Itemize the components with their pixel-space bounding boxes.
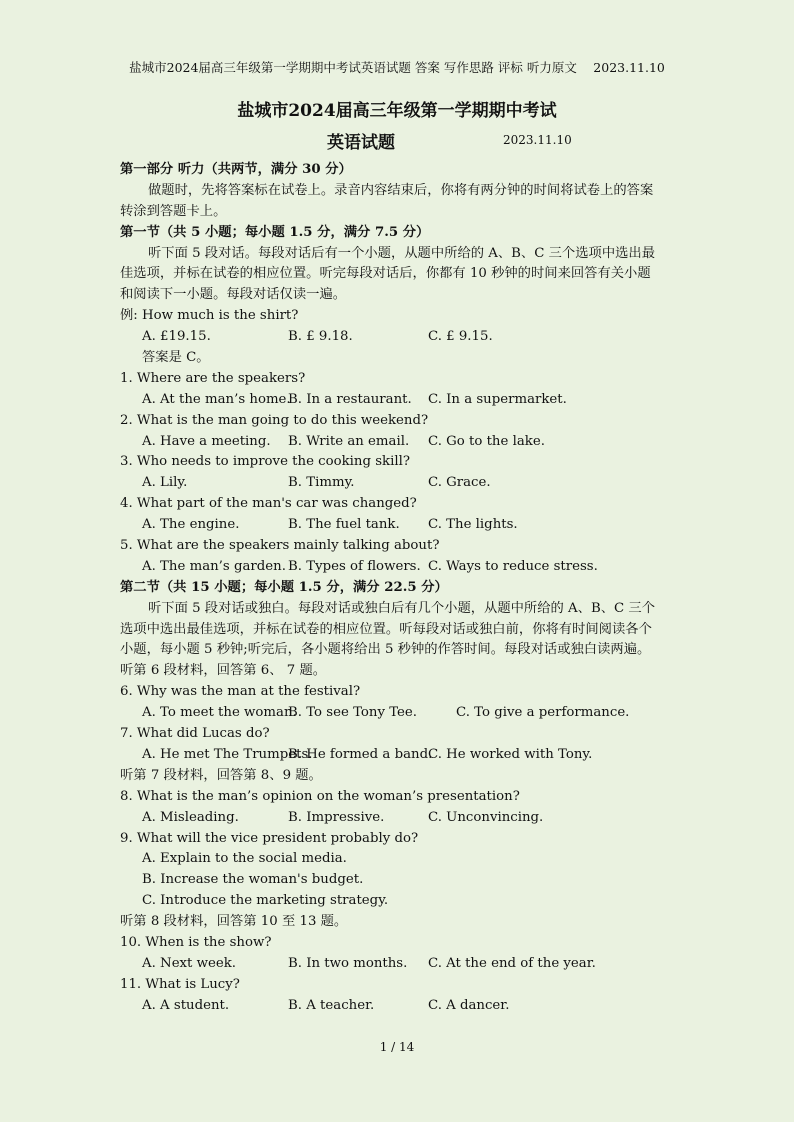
option-b: B. £ 9.18. — [288, 329, 353, 345]
section1-instruction-line: 听下面 5 段对话。每段对话后有一个小题，从题中所给的 A、B、C 三个选项中选出最 — [148, 245, 656, 261]
question-4-options — [120, 515, 680, 536]
option-c: C. To give a performance. — [456, 705, 630, 721]
question-6-options — [120, 703, 680, 724]
page-header: 盐城市2024届高三年级第一学期期中考试英语试题 答案 写作思路 评标 听力原文 2023.11.10 — [129, 60, 665, 75]
exam-content — [120, 160, 680, 1017]
material-note: 听第 8 段材料，回答第 10 至 13 题。 — [120, 914, 348, 930]
question-8-options — [120, 808, 680, 829]
option-c: C. The lights. — [428, 517, 518, 533]
section2-instruction-line: 小题，每小题 5 秒钟;听完后，各小题将给出 5 秒钟的作答时间。每段对话或独白读两遍。 — [120, 642, 651, 658]
option-b: B. Impressive. — [288, 809, 385, 825]
question-5: 5. What are the speakers mainly talking about? — [120, 538, 440, 554]
question-6: 6. Why was the man at the festival? — [120, 684, 361, 700]
page-subtitle: 英语试题 — [327, 133, 395, 153]
question-11: 11. What is Lucy? — [120, 976, 240, 992]
option-c: C. Introduce the marketing strategy. — [142, 893, 389, 909]
option-a: A. The man’s garden. — [142, 558, 286, 574]
page-number: 1 / 14 — [379, 1040, 415, 1054]
option-c: C. Go to the lake. — [428, 433, 545, 449]
option-c: C. £ 9.15. — [428, 329, 493, 345]
question-7: 7. What did Lucas do? — [120, 726, 270, 742]
section1-heading: 第一节（共 5 小题；每小题 1.5 分，满分 7.5 分） — [120, 224, 430, 240]
part1-intro-line: 做题时，先将答案标在试卷上。录音内容结束后，你将有两分钟的时间将试卷上的答案 — [148, 182, 654, 198]
part1-heading: 第一部分 听力（共两节，满分 30 分） — [120, 162, 352, 177]
question-3: 3. Who needs to improve the cooking skill? — [120, 454, 410, 470]
option-b: B. To see Tony Tee. — [288, 705, 418, 721]
option-a: A. Misleading. — [142, 809, 239, 825]
option-c: C. He worked with Tony. — [428, 746, 593, 762]
section2-heading: 第二节（共 15 小题；每小题 1.5 分，满分 22.5 分） — [120, 579, 448, 595]
question-11-options — [120, 996, 680, 1017]
material-note: 听第 6 段材料，回答第 6、 7 题。 — [120, 663, 327, 679]
question-1-options — [120, 390, 680, 411]
option-b: B. He formed a band. — [288, 746, 433, 762]
page-title: 盐城市2024届高三年级第一学期期中考试 — [237, 101, 557, 121]
option-c: C. A dancer. — [428, 997, 510, 1013]
option-a: A. Explain to the social media. — [142, 851, 347, 867]
option-b: B. Write an email. — [288, 433, 410, 449]
section1-instruction-line: 和阅读下一小题。每段对话仅读一遍。 — [120, 287, 347, 303]
question-1: 1. Where are the speakers? — [120, 370, 306, 386]
option-a: A. Lily. — [142, 475, 188, 491]
question-9: 9. What will the vice president probably do? — [120, 830, 419, 846]
option-c: C. Unconvincing. — [428, 809, 544, 825]
option-b: B. Timmy. — [288, 475, 355, 491]
option-a: A. £19.15. — [142, 329, 211, 345]
question-10: 10. When is the show? — [120, 934, 272, 950]
question-10-options — [120, 954, 680, 975]
option-b: B. In two months. — [288, 955, 408, 971]
question-8: 8. What is the man’s opinion on the woman’s presentation? — [120, 788, 520, 804]
question-3-options — [120, 473, 680, 494]
question-5-options — [120, 557, 680, 578]
option-b: B. Types of flowers. — [288, 558, 421, 574]
question-2: 2. What is the man going to do this weekend? — [120, 412, 429, 428]
option-b: B. In a restaurant. — [288, 391, 412, 407]
option-a: A. The engine. — [142, 517, 240, 533]
material-note: 听第 7 段材料，回答第 8、9 题。 — [120, 767, 322, 783]
option-b: B. Increase the woman's budget. — [142, 872, 364, 888]
subtitle-row — [0, 128, 794, 152]
part1-intro-line: 转涂到答题卡上。 — [120, 203, 227, 219]
option-b: B. A teacher. — [288, 997, 375, 1013]
example-question: 例: How much is the shirt? — [120, 308, 299, 324]
option-a: A. Have a meeting. — [142, 433, 271, 449]
question-7-options — [120, 745, 680, 766]
section2-instruction-line: 选项中选出最佳选项，并标在试卷的相应位置。听每段对话或独白前，你将有时间阅读各个 — [120, 621, 652, 637]
example-answer: 答案是 C。 — [142, 350, 210, 366]
option-c: C. At the end of the year. — [428, 955, 596, 971]
example-options — [120, 327, 680, 348]
section2-instruction-line: 听下面 5 段对话或独白。每段对话或独白后有几个小题，从题中所给的 A、B、C 三个 — [148, 600, 656, 616]
option-a: A. At the man’s home. — [142, 391, 291, 407]
question-2-options — [120, 432, 680, 453]
exam-date: 2023.11.10 — [503, 133, 572, 147]
option-c: C. Ways to reduce stress. — [428, 558, 598, 574]
question-4: 4. What part of the man's car was changed? — [120, 496, 417, 512]
option-a: A. To meet the woman. — [142, 705, 297, 721]
option-a: A. A student. — [142, 997, 230, 1013]
option-b: B. The fuel tank. — [288, 517, 400, 533]
option-a: A. Next week. — [142, 955, 237, 971]
option-a: A. He met The Trumpets. — [142, 746, 313, 762]
option-c: C. Grace. — [428, 475, 491, 491]
option-c: C. In a supermarket. — [428, 391, 567, 407]
section1-instruction-line: 佳选项，并标在试卷的相应位置。听完每段对话后，你都有 10 秒钟的时间来回答有关小题 — [120, 266, 651, 282]
